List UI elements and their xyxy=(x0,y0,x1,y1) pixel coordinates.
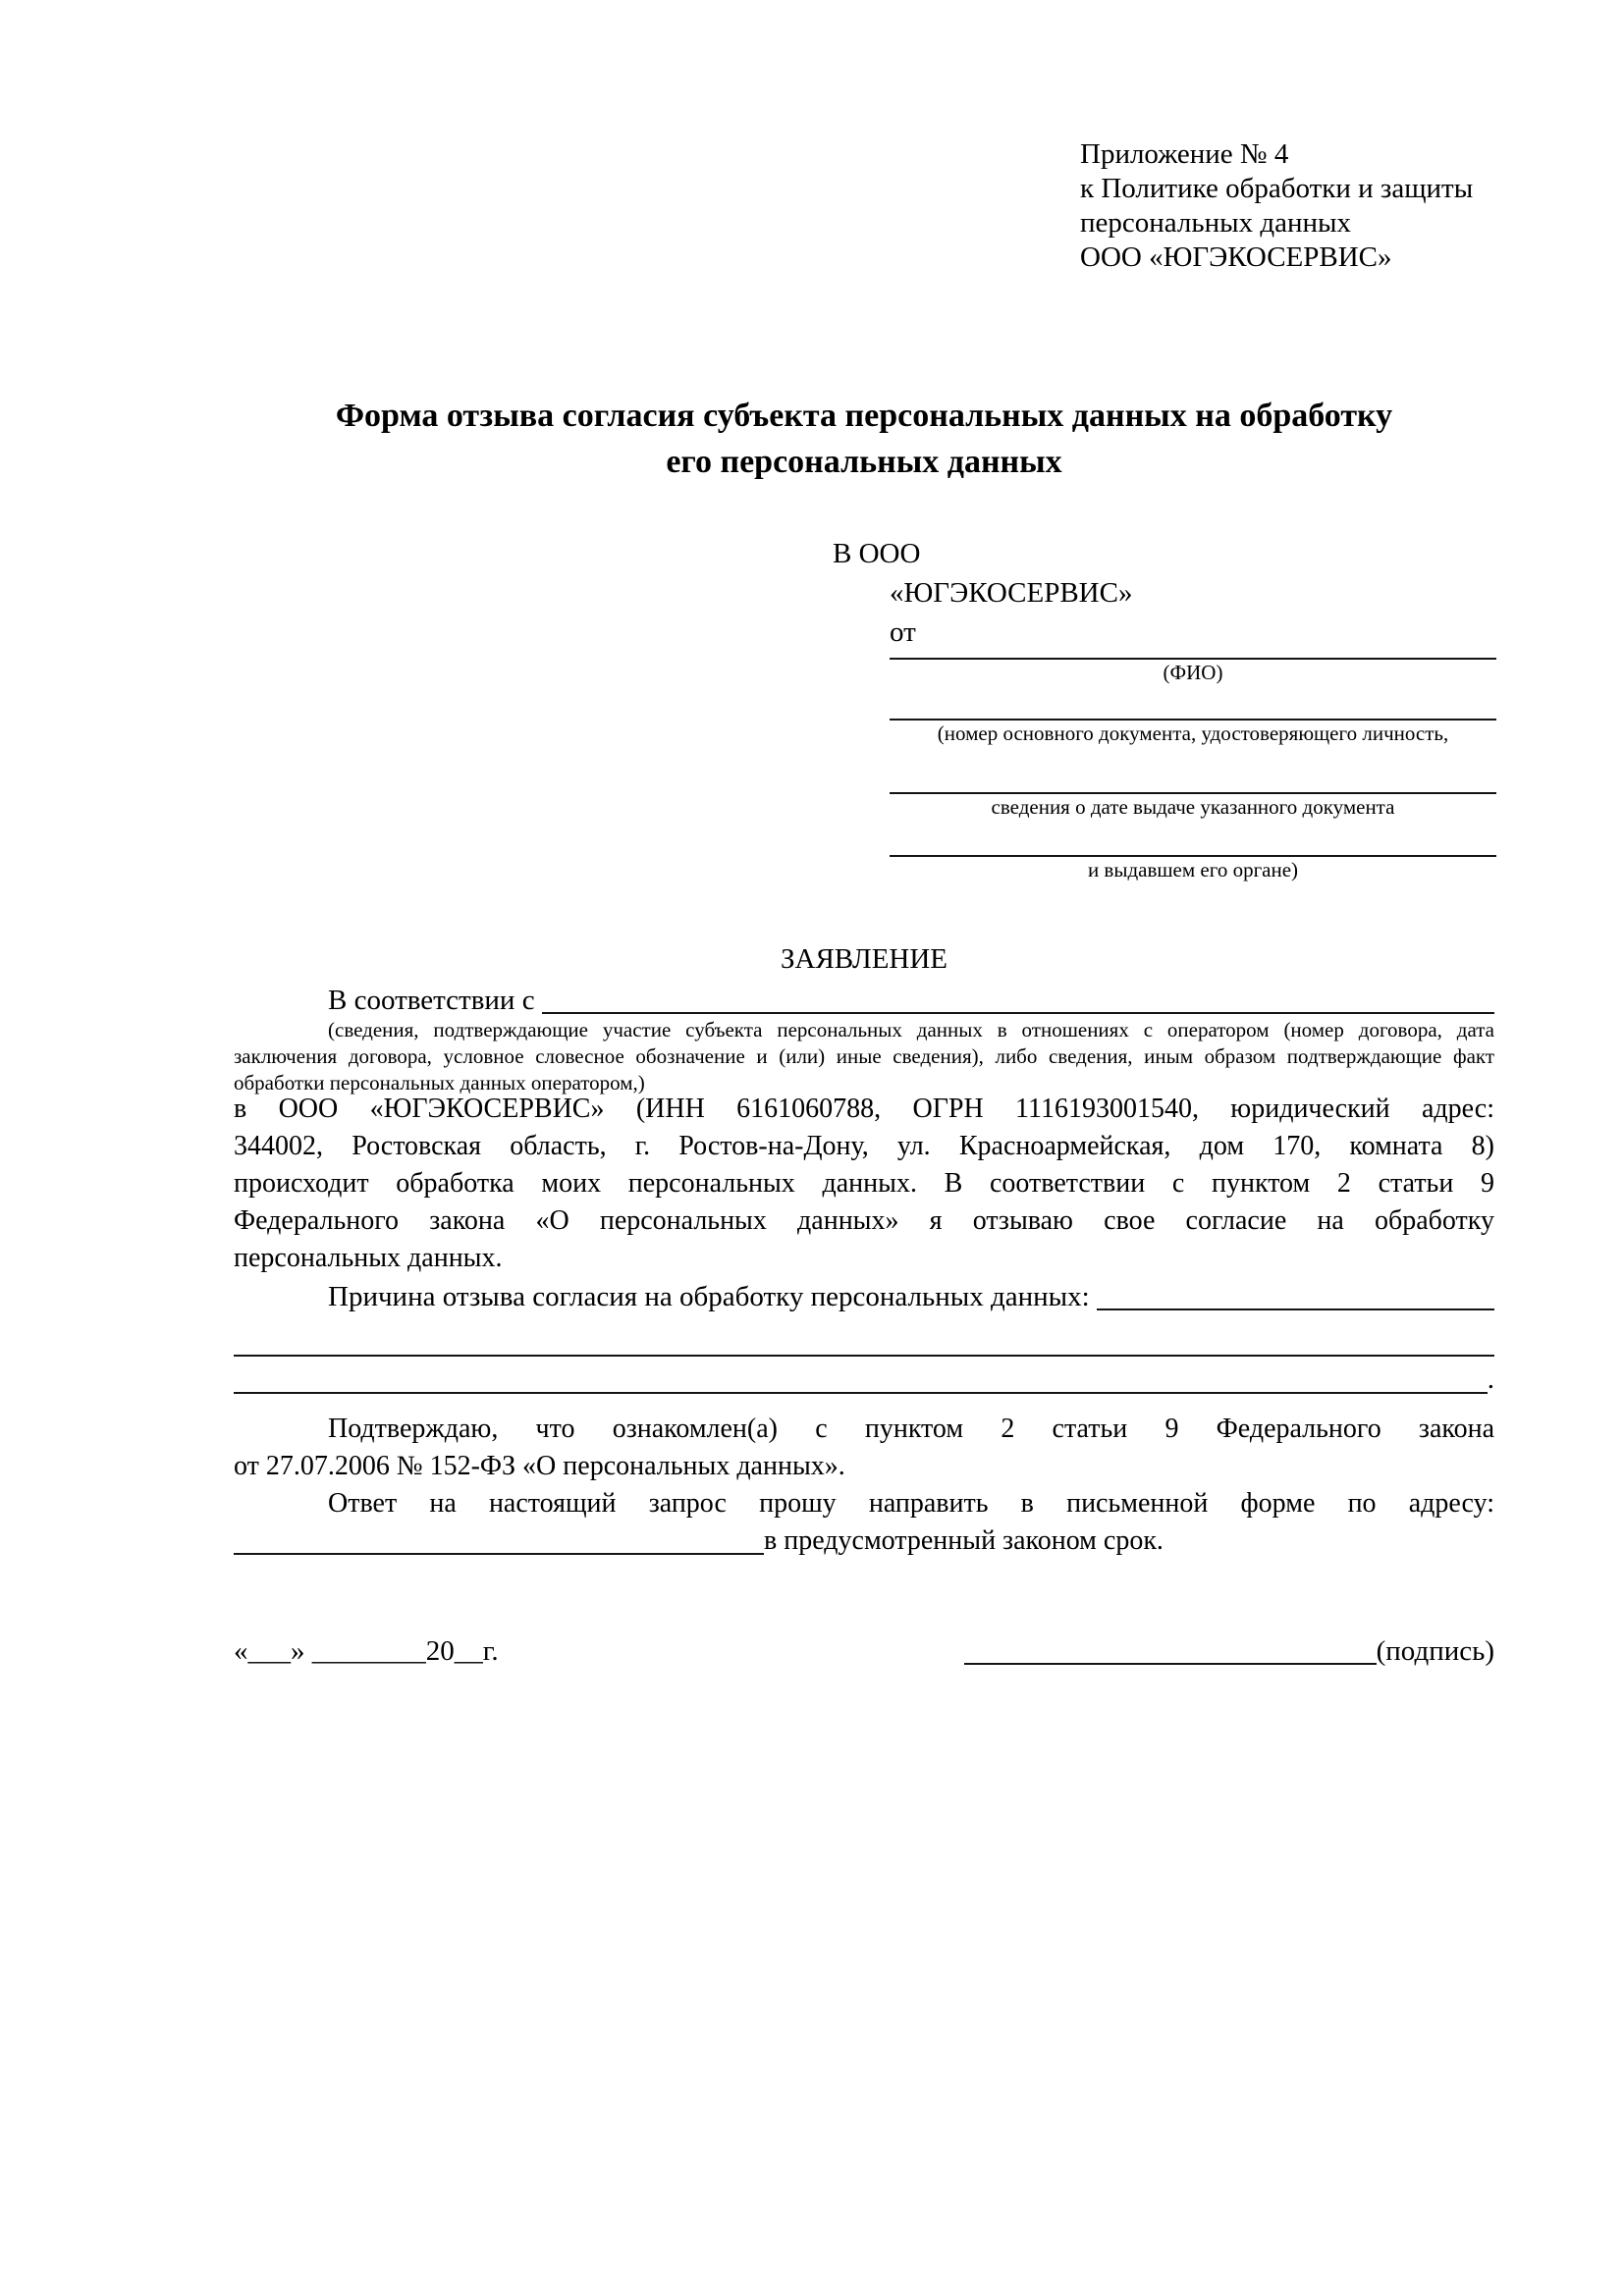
addressee-org: «ЮГЭКОСЕРВИС» xyxy=(890,577,1133,609)
address-blank-line xyxy=(234,1522,764,1555)
intro-blank-line xyxy=(542,982,1494,1014)
header-note-line: персональных данных xyxy=(1080,207,1352,239)
document-title-line: его персональных данных xyxy=(666,444,1062,480)
header-note-line: ООО «ЮГЭКОСЕРВИС» xyxy=(1080,241,1392,273)
issuing-authority-blank-line xyxy=(890,821,1496,857)
issue-date-blank-line xyxy=(890,747,1496,794)
addressee-to: В ООО xyxy=(833,538,921,569)
addressee-details xyxy=(890,573,1496,883)
blank-line-terminator: . xyxy=(1487,1363,1494,1395)
document-number-blank-line xyxy=(890,686,1496,721)
statement-heading: ЗАЯВЛЕНИЕ xyxy=(780,943,948,975)
statement-body xyxy=(234,1091,1494,1277)
signature-label: (подпись) xyxy=(1376,1635,1494,1667)
header-note xyxy=(1080,137,1473,275)
header-note-line: к Политике обработки и защиты xyxy=(1080,173,1474,204)
reply-address-row xyxy=(234,1522,1494,1560)
fio-blank-line xyxy=(890,652,1496,660)
statement-body-line: персональных данных. xyxy=(234,1243,503,1273)
document-title xyxy=(234,393,1494,485)
legend-line: обработки персональных данных оператором,) xyxy=(234,1071,645,1095)
reply-request-suffix: в предусмотренный законом срок. xyxy=(764,1525,1164,1556)
signature-row xyxy=(234,1629,1494,1671)
intro-text: В соответствии с xyxy=(328,985,542,1016)
confirmation-line: от 27.07.2006 № 152-ФЗ «О персональных данных». xyxy=(234,1451,845,1481)
statement-body-line: 344002, Ростовская область, г. Ростов-на-Дону, ул. Красноармейская, дом 170, комната 8) xyxy=(234,1131,1494,1161)
reason-text: Причина отзыва согласия на обработку персональных данных: xyxy=(328,1281,1097,1312)
fio-label: (ФИО) xyxy=(1163,661,1223,684)
statement-intro xyxy=(234,982,1494,1019)
reason-blank-line xyxy=(1097,1278,1494,1310)
date-field: «___» ________20__г. xyxy=(234,1635,499,1667)
legend-line: (сведения, подтверждающие участие субъекта персональных данных в отношениях с оператором (номер договора, дата xyxy=(328,1018,1494,1041)
addressee-block xyxy=(833,534,1496,883)
legend-note xyxy=(234,1017,1494,1096)
issuing-authority-label: и выдавшем его органе) xyxy=(1087,858,1299,881)
signature-field xyxy=(964,1631,1494,1671)
reason-blank-line-2 xyxy=(234,1366,1488,1394)
reason-row xyxy=(234,1278,1494,1315)
reason-blank-row-1 xyxy=(234,1329,1494,1357)
reply-request-line: Ответ на настоящий запрос прошу направить в письменной форме по адресу: xyxy=(328,1488,1494,1519)
addressee-from: от xyxy=(890,616,916,648)
legend-line: заключения договора, условное словесное обозначение и (или) иные сведения), либо сведения, иным образом подтверждающие факт xyxy=(234,1044,1494,1068)
statement-body-line: в ООО «ЮГЭКОСЕРВИС» (ИНН 6161060788, ОГРН 1116193001540, юридический адрес: xyxy=(234,1094,1494,1124)
reason-blank-line-1 xyxy=(234,1329,1494,1357)
reply-request-paragraph xyxy=(234,1485,1494,1560)
reason-blank-row-2 xyxy=(234,1363,1494,1395)
statement-body-line: Федерального закона «О персональных данных» я отзываю свое согласие на обработку xyxy=(234,1205,1494,1236)
document-title-line: Форма отзыва согласия субъекта персональных данных на обработку xyxy=(335,398,1393,434)
header-note-line: Приложение № 4 xyxy=(1080,138,1289,170)
confirmation-line: Подтверждаю, что ознакомлен(а) с пунктом 2 статьи 9 Федерального закона xyxy=(328,1414,1494,1444)
document-number-label: (номер основного документа, удостоверяющего личность, xyxy=(937,721,1449,745)
statement-body-line: происходит обработка моих персональных данных. В соответствии с пунктом 2 статьи 9 xyxy=(234,1168,1494,1199)
confirmation-paragraph xyxy=(234,1411,1494,1485)
signature-blank-line xyxy=(964,1631,1377,1665)
issue-date-label: сведения о дате выдаче указанного документа xyxy=(991,795,1395,819)
